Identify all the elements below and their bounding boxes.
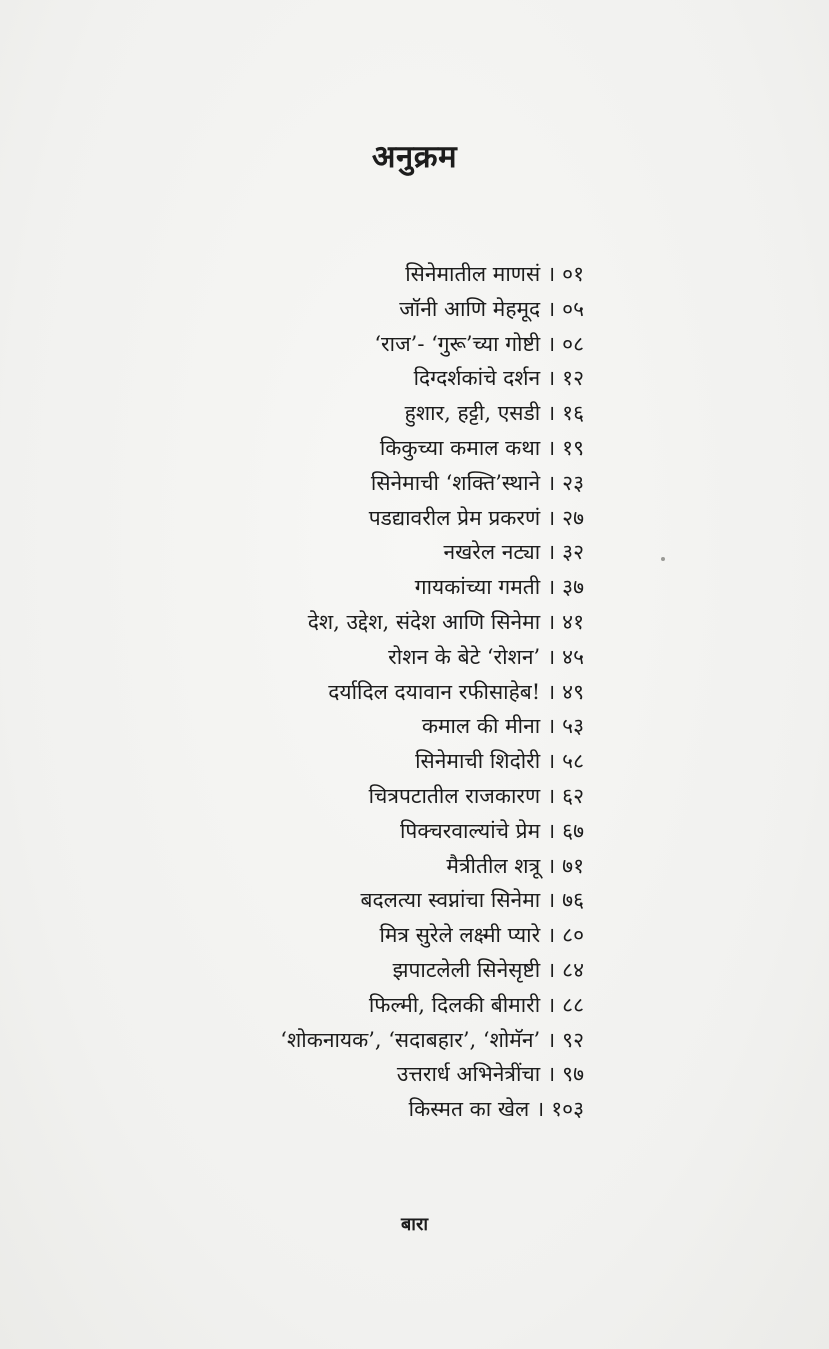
chapter-title: सिनेमाची ‘शक्ति’स्थाने [370,470,541,495]
chapter-page-number: ३७ [562,575,584,600]
chapter-page-number: ७१ [562,853,584,878]
toc-entry [280,466,584,501]
chapter-title: ‘शोकनायक’, ‘सदाबहार’, ‘शोमॅन’ [280,1027,541,1052]
toc-entry [280,257,584,292]
chapter-page-number: २७ [562,505,584,530]
toc-separator: । [547,783,556,808]
chapter-title: हुशार, हट्टी, एसडी [404,401,541,426]
chapter-page-number: ६७ [562,818,584,843]
chapter-title: फिल्मी, दिलकी बीमारी [368,992,541,1017]
toc-separator: । [536,1097,545,1122]
chapter-page-number: ७६ [562,888,584,913]
toc-entry [280,292,584,327]
chapter-title: ‘राज’- ‘गुरू’च्या गोष्टी [374,331,541,356]
toc-entry [280,953,584,988]
chapter-page-number: ८८ [562,992,584,1017]
toc-separator: । [547,957,556,982]
toc-entry [280,501,584,536]
toc-entry [280,918,584,953]
toc-separator: । [547,331,556,356]
chapter-page-number: १२ [562,366,584,391]
toc-separator: । [547,401,556,426]
chapter-title: जॉनी आणि मेहमूद [399,296,541,321]
toc-entry [280,327,584,362]
chapter-page-number: ६२ [562,783,584,808]
toc-separator: । [547,366,556,391]
toc-entry [280,1057,584,1092]
chapter-page-number: ८० [562,923,584,948]
chapter-title: देश, उद्देश, संदेश आणि सिनेमा [307,609,541,634]
toc-separator: । [547,923,556,948]
chapter-title: सिनेमातील माणसं [405,262,541,286]
toc-entry [280,883,584,918]
chapter-title: उत्तरार्ध अभिनेत्रींचा [396,1062,541,1087]
toc-separator: । [547,679,556,704]
toc-entry [280,640,584,675]
toc-separator: । [547,992,556,1017]
toc-entry [280,744,584,779]
chapter-page-number: ९२ [562,1027,584,1052]
toc-entry [280,1092,584,1127]
chapter-page-number: ०१ [562,262,584,286]
toc-entry [280,849,584,884]
chapter-title: पडद्यावरील प्रेम प्रकरणं [368,505,541,530]
toc-entry [280,396,584,431]
chapter-page-number: ०८ [562,331,584,356]
toc-separator: । [547,470,556,495]
toc-separator: । [547,1062,556,1087]
chapter-title: किकुच्या कमाल कथा [379,435,541,460]
page-title: अनुक्रम [371,139,458,175]
toc-entry [280,535,584,570]
toc-entry [280,570,584,605]
toc-entry [280,361,584,396]
paper-speck [661,557,665,561]
chapter-title: बदलत्या स्वप्नांचा सिनेमा [360,888,541,913]
table-of-contents [280,257,584,1127]
chapter-title: रोशन के बेटे ‘रोशन’ [388,644,541,669]
chapter-title: कमाल की मीना [421,714,541,739]
chapter-page-number: १९ [562,435,584,460]
chapter-page-number: ४१ [562,609,584,634]
toc-separator: । [547,853,556,878]
chapter-title: गायकांच्या गमती [414,575,541,600]
toc-separator: । [547,296,556,321]
chapter-title: मित्र सुरेले लक्ष्मी प्यारे [379,923,541,948]
toc-separator: । [547,609,556,634]
toc-entry [280,779,584,814]
toc-separator: । [547,714,556,739]
chapter-page-number: १०३ [551,1097,584,1122]
chapter-page-number: ०५ [562,296,584,321]
chapter-title: पिक्चरवाल्यांचे प्रेम [399,818,541,843]
toc-separator: । [547,575,556,600]
toc-separator: । [547,818,556,843]
toc-entry [280,675,584,710]
chapter-title: दर्यादिल दयावान रफीसाहेब! [328,679,541,704]
chapter-page-number: ९७ [562,1062,584,1087]
chapter-title: सिनेमाची शिदोरी [415,749,541,774]
chapter-page-number: २३ [562,470,584,495]
toc-separator: । [547,749,556,774]
toc-entry [280,814,584,849]
toc-entry [280,1023,584,1058]
toc-separator: । [547,1027,556,1052]
toc-separator: । [547,540,556,565]
chapter-page-number: ५८ [562,749,584,774]
chapter-page-number: ३२ [562,540,584,565]
toc-entry [280,709,584,744]
chapter-title: किस्मत का खेल [408,1097,530,1122]
chapter-page-number: ४९ [562,679,584,704]
page-number: बारा [401,1214,428,1235]
toc-entry [280,431,584,466]
chapter-title: चित्रपटातील राजकारण [368,783,541,808]
toc-separator: । [547,262,556,286]
toc-separator: । [547,888,556,913]
chapter-title: नखरेल नट्या [443,540,541,565]
chapter-title: झपाटलेली सिनेसृष्टी [392,957,541,982]
chapter-page-number: ८४ [562,957,584,982]
toc-separator: । [547,435,556,460]
chapter-title: मैत्रीतील शत्रू [446,853,541,878]
chapter-page-number: ५३ [562,714,584,739]
toc-separator: । [547,644,556,669]
toc-entry [280,605,584,640]
chapter-page-number: ४५ [562,644,584,669]
toc-separator: । [547,505,556,530]
chapter-title: दिग्दर्शकांचे दर्शन [413,366,541,391]
chapter-page-number: १६ [562,401,584,426]
toc-entry [280,988,584,1023]
